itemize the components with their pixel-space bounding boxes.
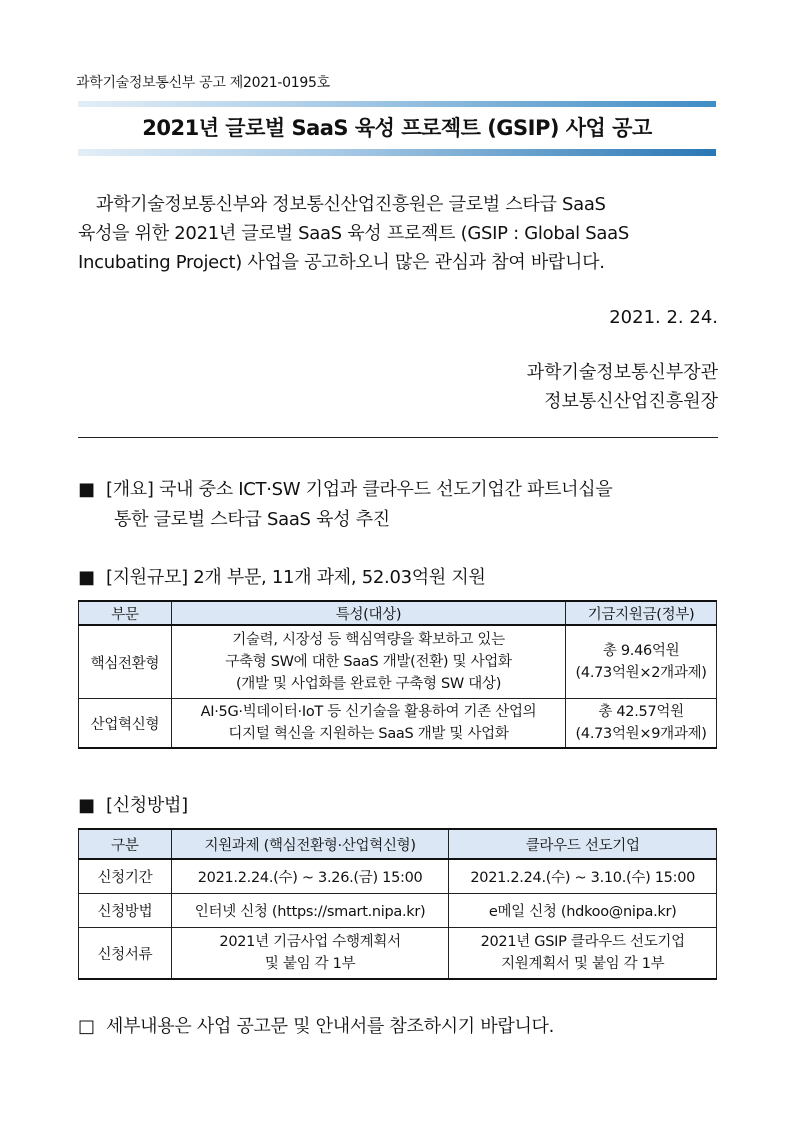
- table-row: [79, 859, 717, 894]
- document-line: 지원계획서 및 붙임 각 1부: [501, 956, 665, 972]
- application-method-section: [78, 791, 718, 817]
- header-fund: 기금지원금(정부): [566, 601, 717, 625]
- fund-breakdown: (4.73억원×9개과제): [575, 726, 707, 742]
- document-line: 2021년 GSIP 클라우드 선도기업: [480, 934, 685, 950]
- intro-line-1: 과학기술정보통신부와 정보통신산업진흥원은 글로벌 스타급 SaaS: [96, 194, 606, 215]
- cloud-leaders-cell: 2021.2.24.(수) ~ 3.10.(수) 15:00: [449, 859, 717, 894]
- description-line: (개발 및 사업화를 완료한 구축형 SW 대상): [235, 676, 502, 692]
- intro-line-3: Incubating Project) 사업을 공고하오니 많은 관심과 참여 바랍니다.: [78, 252, 605, 273]
- title-bar-bottom: [78, 149, 716, 156]
- signer-minister: 과학기술정보통신부장관: [526, 362, 718, 383]
- empty-square-bullet: □: [78, 1016, 95, 1037]
- description-line: 구축형 SW에 대한 SaaS 개발(전환) 및 사업화: [225, 654, 512, 670]
- category-cell: 핵심전환형: [79, 625, 172, 699]
- table-header-row: [79, 829, 717, 859]
- support-scale-heading: [지원규모] 2개 부문, 11개 과제, 52.03억원 지원: [106, 567, 486, 588]
- description-line: AI·5G·빅데이터·IoT 등 신기술을 활용하여 기존 산업의: [200, 704, 537, 720]
- support-projects-cell: 인터넷 신청 (https://smart.nipa.kr): [171, 894, 449, 928]
- table-row: [79, 928, 717, 980]
- header-support-projects: 지원과제 (핵심전환형·산업혁신형): [171, 829, 449, 859]
- signer-nipa: 정보통신산업진흥원장: [544, 391, 718, 412]
- fund-total: 총 9.46억원: [602, 643, 680, 659]
- overview-line-1: [개요] 국내 중소 ICT·SW 기업과 클라우드 선도기업간 파트너십을: [106, 479, 613, 500]
- document-title: 2021년 글로벌 SaaS 육성 프로젝트 (GSIP) 사업 공고: [142, 116, 652, 140]
- description-line: 디지털 혁신을 지원하는 SaaS 개발 및 사업화: [228, 726, 509, 742]
- description-cell: [171, 625, 565, 699]
- application-method-heading: [신청방법]: [106, 795, 188, 816]
- document-line: 및 붙임 각 1부: [264, 956, 356, 972]
- filled-square-bullet: ■: [78, 567, 95, 588]
- filled-square-bullet: ■: [78, 795, 95, 816]
- support-projects-cell: 2021.2.24.(수) ~ 3.26.(금) 15:00: [171, 859, 449, 894]
- overview-line-2: 통한 글로벌 스타급 SaaS 육성 추진: [114, 509, 390, 530]
- fund-total: 총 42.57억원: [598, 704, 684, 720]
- cloud-leaders-cell: e메일 신청 (hdkoo@nipa.kr): [449, 894, 717, 928]
- table-row: [79, 894, 717, 928]
- document-line: 2021년 기금사업 수행계획서: [219, 934, 401, 950]
- row-label: 신청방법: [79, 894, 172, 928]
- table-header-row: [79, 601, 717, 625]
- fund-breakdown: (4.73억원×2개과제): [575, 665, 707, 681]
- header-description: 특성(대상): [171, 601, 565, 625]
- divider: [78, 437, 718, 438]
- header-type: 구분: [79, 829, 172, 859]
- table-row: [79, 625, 717, 699]
- announcement-date: 2021. 2. 24.: [609, 307, 718, 328]
- cloud-leaders-cell: [449, 928, 717, 980]
- filled-square-bullet: ■: [78, 479, 95, 500]
- header-category: 부문: [79, 601, 172, 625]
- support-scale-section: [78, 563, 718, 589]
- row-label: 신청기간: [79, 859, 172, 894]
- signers: [78, 358, 718, 416]
- footer-note: [78, 1012, 718, 1038]
- support-scale-table: [78, 600, 717, 749]
- title-bar-top: [78, 101, 716, 107]
- fund-cell: [566, 699, 717, 749]
- intro-line-2: 육성을 위한 2021년 글로벌 SaaS 육성 프로젝트 (GSIP : Global SaaS: [78, 223, 630, 244]
- category-cell: 산업혁신형: [79, 699, 172, 749]
- table-row: [79, 699, 717, 749]
- overview-section: [78, 475, 718, 535]
- description-line: 기술력, 시장성 등 핵심역량을 확보하고 있는: [232, 632, 505, 648]
- row-label: 신청서류: [79, 928, 172, 980]
- support-projects-cell: [171, 928, 449, 980]
- notice-number: 과학기술정보통신부 공고 제2021-0195호: [76, 75, 330, 91]
- description-cell: [171, 699, 565, 749]
- footer-text: 세부내용은 사업 공고문 및 안내서를 참조하시기 바랍니다.: [106, 1016, 555, 1037]
- intro-paragraph: [78, 190, 718, 277]
- header-cloud-leaders: 클라우드 선도기업: [449, 829, 717, 859]
- application-method-table: [78, 828, 717, 980]
- fund-cell: [566, 625, 717, 699]
